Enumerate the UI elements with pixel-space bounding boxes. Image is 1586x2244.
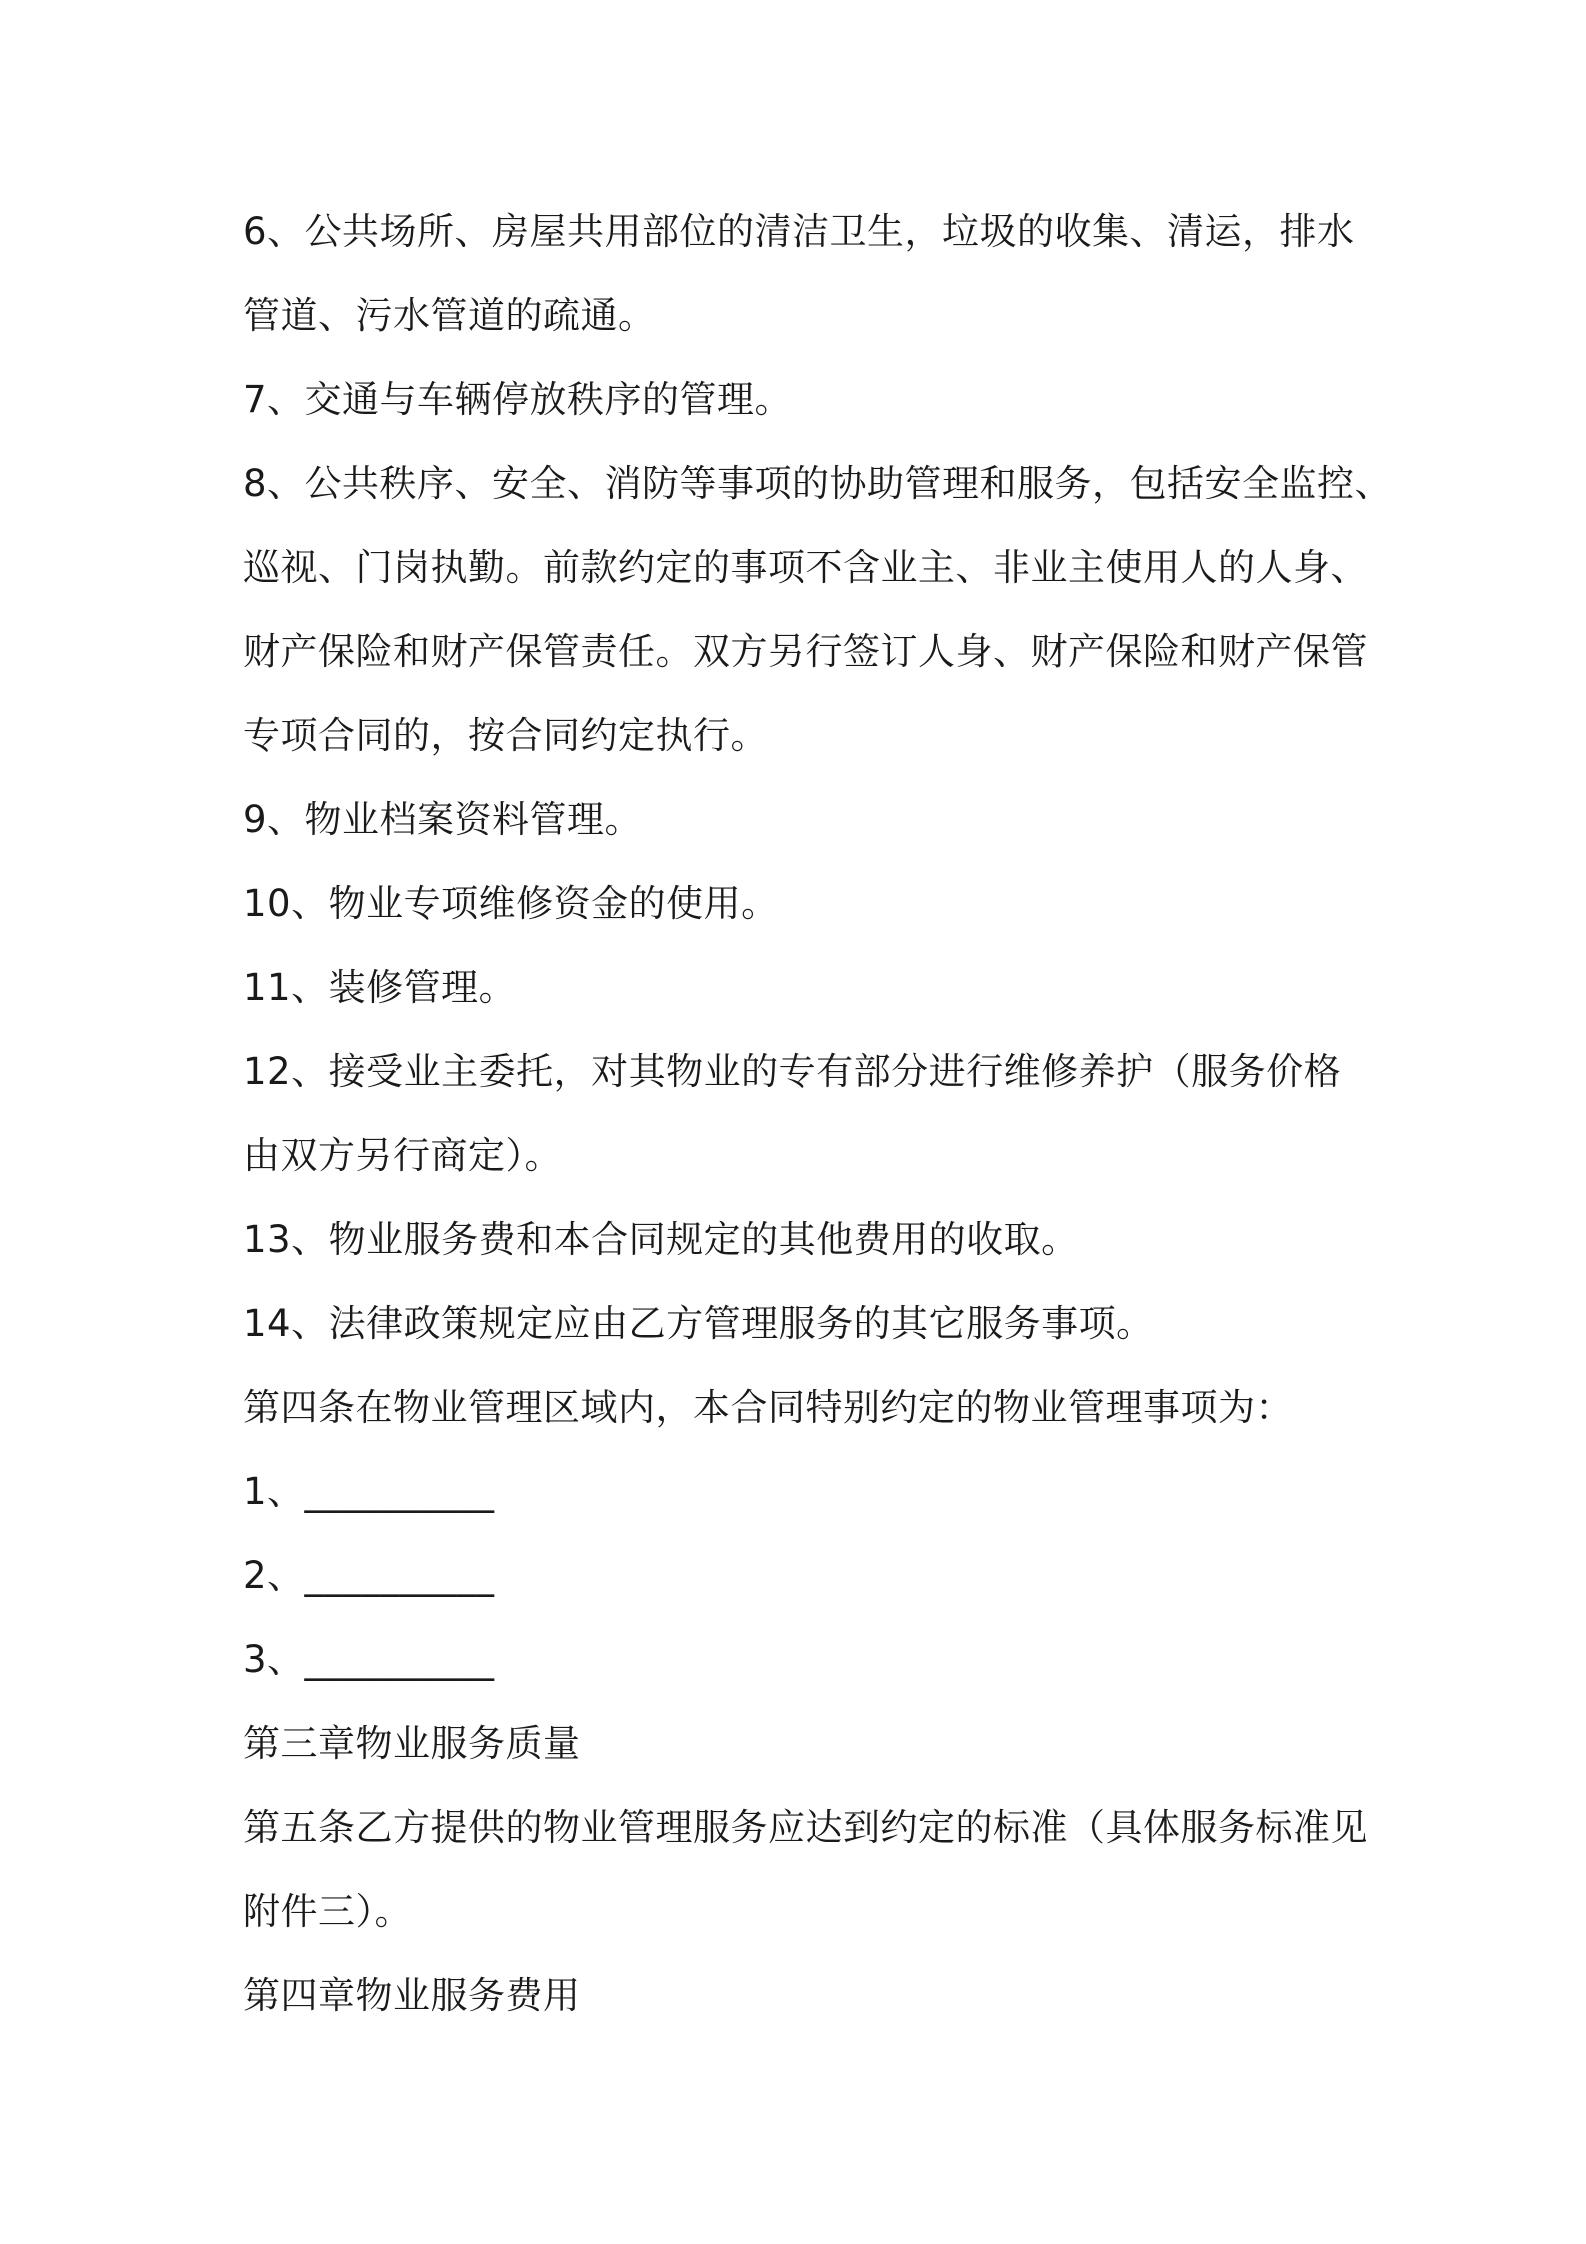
item-8-line-3: 财产保险和财产保管责任。双方另行签订人身、财产保险和财产保管 [243, 630, 1368, 673]
item-7: 7、交通与车辆停放秩序的管理。 [243, 378, 793, 421]
item-8-line-4: 专项合同的，按合同约定执行。 [243, 714, 768, 757]
item-8-line-1: 8、公共秩序、安全、消防等事项的协助管理和服务，包括安全监控、 [243, 462, 1393, 505]
blank-item-3: 3、__________ [243, 1638, 495, 1681]
item-9: 9、物业档案资料管理。 [243, 798, 643, 841]
item-12-line-2: 由双方另行商定）。 [243, 1134, 562, 1177]
document-body [243, 190, 1393, 2038]
blank-item-1: 1、__________ [243, 1470, 495, 1513]
item-14: 14、法律政策规定应由乙方管理服务的其它服务事项。 [243, 1302, 1154, 1345]
item-12-line-1: 12、接受业主委托，对其物业的专有部分进行维修养护（服务价格 [243, 1050, 1342, 1093]
article-5-line-2: 附件三）。 [243, 1890, 412, 1933]
blank-item-2: 2、__________ [243, 1554, 495, 1597]
item-6-line-1: 6、公共场所、房屋共用部位的清洁卫生，垃圾的收集、清运，排水 [243, 210, 1355, 253]
item-6-line-2: 管道、污水管道的疏通。 [243, 294, 656, 337]
item-8-line-2: 巡视、门岗执勤。前款约定的事项不含业主、非业主使用人的人身、 [243, 546, 1368, 589]
chapter-4-heading: 第四章物业服务费用 [243, 1974, 581, 2017]
chapter-3-heading: 第三章物业服务质量 [243, 1722, 581, 1765]
article-5-line-1: 第五条乙方提供的物业管理服务应达到约定的标准（具体服务标准见 [243, 1806, 1368, 1849]
article-4-heading: 第四条在物业管理区域内，本合同特别约定的物业管理事项为： [243, 1386, 1293, 1429]
item-11: 11、装修管理。 [243, 966, 517, 1009]
item-13: 13、物业服务费和本合同规定的其他费用的收取。 [243, 1218, 1079, 1261]
item-10: 10、物业专项维修资金的使用。 [243, 882, 779, 925]
